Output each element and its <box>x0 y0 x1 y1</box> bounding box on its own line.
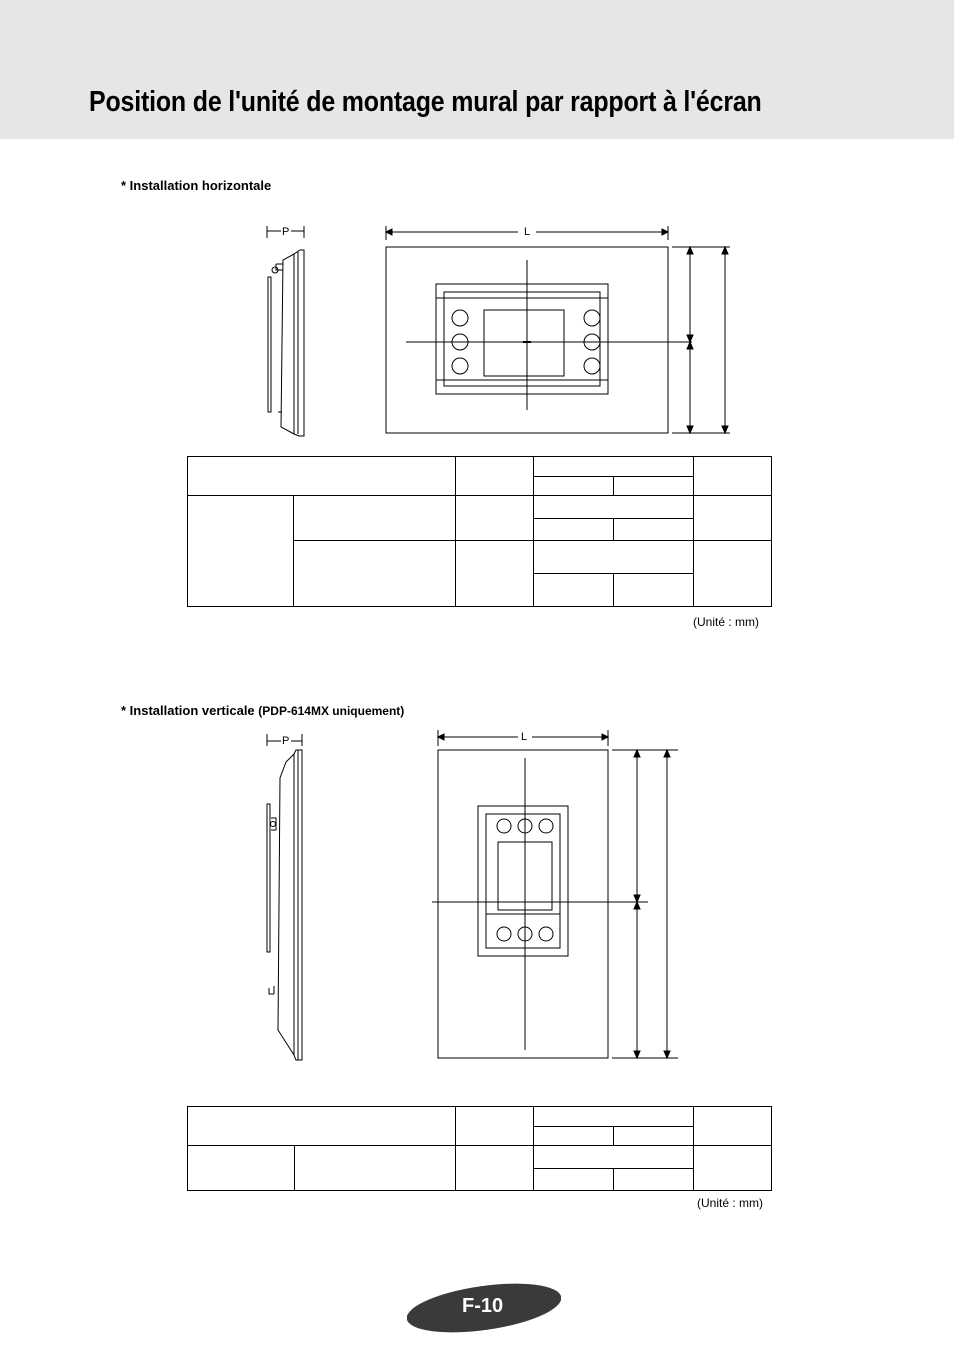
section-heading-vertical-model: (PDP-614MX uniquement) <box>258 704 405 718</box>
table-cell <box>534 1146 694 1169</box>
front-view-horizontal-diagram <box>378 222 738 440</box>
table-cell <box>694 541 772 607</box>
section-heading-horizontal: * Installation horizontale <box>121 178 272 193</box>
table-cell <box>534 1169 614 1191</box>
table-header-cell <box>534 1107 694 1127</box>
table-header-cell <box>534 477 614 496</box>
table-header-cell <box>534 457 694 477</box>
dim-label-l: L <box>524 226 531 238</box>
table-header-cell <box>694 1107 772 1146</box>
table-row <box>188 457 772 477</box>
spec-table-horizontal <box>187 456 772 607</box>
table-header-cell <box>694 457 772 496</box>
page-number: F-10 <box>462 1295 504 1317</box>
section-heading-vertical-text: * Installation verticale <box>121 703 259 718</box>
table-header-cell <box>188 1107 456 1146</box>
table-header-cell <box>456 1107 534 1146</box>
table-cell <box>188 496 294 607</box>
spec-table-vertical <box>187 1106 772 1191</box>
unit-note-horizontal: (Unité : mm) <box>693 615 759 629</box>
table-cell <box>694 496 772 541</box>
table-row <box>188 1146 772 1169</box>
page-number-badge <box>407 1283 561 1333</box>
table-row <box>188 496 772 519</box>
page-title: Position de l'unité de montage mural par rapport à l'écran <box>89 86 762 118</box>
dim-label-p: P <box>282 226 290 238</box>
table-cell <box>534 574 614 607</box>
side-view-horizontal-diagram <box>258 222 318 440</box>
table-cell <box>534 541 694 574</box>
table-cell <box>456 1146 534 1191</box>
table-header-cell <box>188 457 456 496</box>
dim-label-l: L <box>521 731 528 743</box>
table-cell <box>188 1146 295 1191</box>
section-heading-vertical <box>121 703 404 718</box>
table-cell <box>534 496 694 519</box>
table-row <box>188 1107 772 1127</box>
table-header-cell <box>534 1127 614 1146</box>
table-cell <box>294 541 456 607</box>
table-cell <box>456 496 534 541</box>
dim-label-p: P <box>282 735 290 747</box>
table-cell <box>294 496 456 541</box>
table-cell <box>614 519 694 541</box>
side-view-vertical-diagram <box>258 730 318 1065</box>
table-header-cell <box>614 477 694 496</box>
table-cell <box>694 1146 772 1191</box>
table-cell <box>534 519 614 541</box>
table-cell <box>614 1169 694 1191</box>
unit-note-vertical: (Unité : mm) <box>697 1196 763 1210</box>
front-view-vertical-diagram <box>430 728 690 1063</box>
table-cell <box>295 1146 456 1191</box>
table-cell <box>614 574 694 607</box>
table-header-cell <box>614 1127 694 1146</box>
table-cell <box>456 541 534 607</box>
table-header-cell <box>456 457 534 496</box>
